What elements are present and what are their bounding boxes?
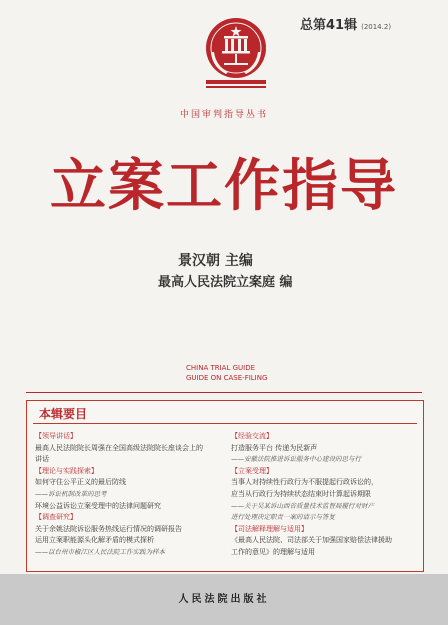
english-title-line-1: CHINA TRIAL GUIDE bbox=[186, 364, 256, 372]
toc-entry: ——诉讼机制改革的思考 bbox=[35, 489, 107, 498]
toc-entry: ——以台州市椒江区人民法院工作实践为样本 bbox=[35, 547, 165, 556]
toc-entry: 《最高人民法院、司法部关于加强国家赔偿法律援助 bbox=[231, 536, 392, 545]
toc-entry: 【调查研究】 bbox=[35, 513, 77, 522]
toc-entry: 【理论与实践探索】 bbox=[35, 466, 98, 475]
publisher: 人民法院出版社 bbox=[178, 594, 270, 605]
highlights-right-column bbox=[231, 431, 417, 559]
toc-entry: ——安徽法院推进诉讼服务中心建设的思与行 bbox=[231, 455, 361, 464]
toc-entry: 【司法解释理解与适用】 bbox=[231, 524, 308, 533]
highlights-header bbox=[27, 401, 423, 423]
english-title-line-2: GUIDE ON CASE-FILING bbox=[186, 374, 268, 382]
book-title: 立案工作指导 bbox=[50, 153, 398, 219]
issue-date: (2014.2) bbox=[361, 23, 392, 31]
toc-entry: 工作的意见》的理解与适用 bbox=[231, 547, 315, 556]
divider bbox=[26, 392, 422, 393]
toc-entry: 运用立案职能源头化解矛盾的模式探析 bbox=[35, 536, 154, 545]
highlights-title: 本辑要目 bbox=[39, 407, 88, 421]
toc-entry: ——关于吴某诉山西省质量技术监督局履行对财产 bbox=[231, 501, 374, 510]
toc-entry: 关于余姚法院诉讼服务热线运行情况的调研报告 bbox=[35, 524, 182, 533]
toc-entry: 【领导讲话】 bbox=[35, 432, 77, 440]
series-name: 中国审判指导丛书 bbox=[179, 110, 268, 120]
editor-credit: 景汉朝 主编 bbox=[178, 253, 253, 269]
highlights-box bbox=[26, 400, 424, 572]
editor-organization: 最高人民法院立案庭 编 bbox=[158, 275, 293, 290]
toc-entry: 【经验交流】 bbox=[231, 432, 273, 440]
toc-entry: 进行处理决定职责一案的请示与答复 bbox=[231, 513, 335, 522]
issue-label: 总第41辑 bbox=[300, 18, 358, 33]
toc-entry: 打造服务平台 传递为民新声 bbox=[231, 443, 318, 452]
toc-entry: 讲话 bbox=[35, 455, 49, 464]
toc-entry: 【立案受理】 bbox=[231, 466, 273, 475]
issue-number bbox=[300, 14, 391, 33]
toc-entry: 应当从行政行为持续状态结束时计算起诉期限 bbox=[231, 489, 371, 498]
highlights-divider bbox=[33, 423, 417, 424]
toc-entry: 最高人民法院院长周强在全国高级法院院长座谈会上的 bbox=[35, 443, 203, 452]
toc-entry: 当事人对持续性行政行为不服提起行政诉讼的， bbox=[231, 478, 378, 487]
highlights-left-column bbox=[35, 431, 223, 559]
toc-entry: 如何守住公平正义的最后防线 bbox=[35, 478, 126, 487]
court-emblem-icon bbox=[202, 14, 270, 100]
toc-entry: 环境公益诉讼立案受理中的法律问题研究 bbox=[35, 501, 161, 510]
